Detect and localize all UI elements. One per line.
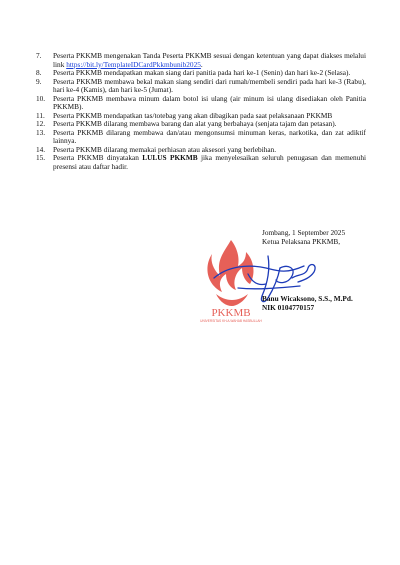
item-text-end: . <box>200 59 203 69</box>
logo-text: PKKMB <box>211 307 251 319</box>
item-text: Peserta PKKMB dinyatakan <box>53 153 143 162</box>
list-item <box>36 52 366 69</box>
item-text: Peserta PKKMB mendapatkan tas/totebag yang akan dibagikan pada saat pelaksanaan PKKMB <box>53 110 333 120</box>
item-text: Peserta PKKMB mengenakan Tanda Peserta PKKMB sesuai dengan ketentuan yang dapat diakses melalui link <box>53 51 366 69</box>
item-number: 13. <box>36 127 46 137</box>
list-item <box>36 129 366 146</box>
item-number: 15. <box>36 153 46 162</box>
place-date: Jombang, 1 September 2025 <box>262 228 346 237</box>
item-number: 14. <box>36 144 46 154</box>
item-bold-text: LULUS PKKMB <box>142 153 198 162</box>
item-number: 7. <box>36 51 42 60</box>
item-number: 10. <box>36 93 46 103</box>
item-text-end: jika menyelesaikan seluruh penugasan dan memenuhi presensi atau daftar hadir. <box>53 153 366 171</box>
template-link[interactable]: https://bit.ly/TemplateIDCardPkkmbunib2025 <box>66 59 201 69</box>
signer-role: Ketua Pelaksana PKKMB, <box>262 237 341 246</box>
item-number: 9. <box>36 76 42 86</box>
item-text: Peserta PKKMB mendapatkan makan siang dari panitia pada hari ke-1 (Senin) dan hari ke-2 (Selasa). <box>53 68 351 77</box>
list-item <box>36 78 366 95</box>
signer-name: Banu Wicaksono, S.S., M.Pd. <box>262 294 353 303</box>
item-text: Peserta PKKMB membawa bekal makan siang sendiri dari rumah/membeli sendiri pada hari ke-3 (Rabu), hari ke-4 (Kamis), dan hari ke-5 (Jumat). <box>53 76 366 94</box>
list-item <box>36 95 366 112</box>
item-text: Peserta PKKMB membawa minum dalam botol isi ulang (air minum isi ulang disediakan oleh Panitia PKKMB). <box>53 93 366 111</box>
list-item <box>36 154 366 171</box>
item-number: 12. <box>36 119 46 128</box>
item-text: Peserta PKKMB dilarang membawa dan/atau mengonsumsi minuman keras, narkotika, dan zat adiktif lainnya. <box>53 127 366 145</box>
item-number: 8. <box>36 68 42 77</box>
signer-nik: NIK 0104770157 <box>262 303 315 312</box>
rules-list <box>36 52 366 171</box>
item-text: Peserta PKKMB dilarang membawa barang dan alat yang berbahaya (senjata tajam dan petasan). <box>53 119 337 128</box>
signer-block <box>262 294 353 312</box>
item-text: Peserta PKKMB dilarang memakai perhiasan atau aksesori yang berlebihan. <box>53 144 277 154</box>
item-number: 11. <box>36 110 45 120</box>
logo-subtext: UNIVERSITAS KH.A.WAHAB HASBULLAH <box>200 319 262 323</box>
